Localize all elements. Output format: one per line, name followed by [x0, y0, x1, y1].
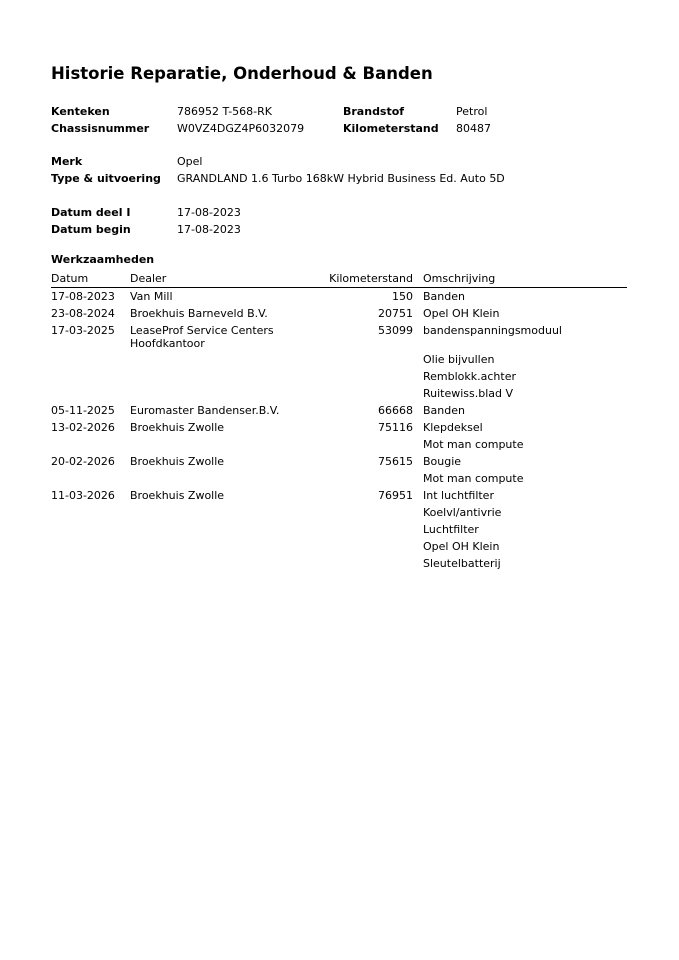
row-date: 11-03-2026 — [51, 489, 115, 502]
chassis-label: Chassisnummer — [51, 122, 150, 135]
table-header — [51, 270, 627, 288]
table-row — [51, 453, 627, 470]
table-row — [51, 419, 627, 436]
row-date: 20-02-2026 — [51, 455, 115, 468]
row-km: 53099 — [378, 324, 413, 337]
table-row — [51, 487, 627, 504]
row-desc: Koelvl/antivrie — [423, 506, 502, 519]
table-row — [51, 402, 627, 419]
table-row — [51, 351, 627, 368]
header-desc: Omschrijving — [423, 272, 496, 285]
row-dealer — [130, 351, 325, 353]
merk-label: Merk — [51, 155, 83, 168]
row-desc: Banden — [423, 404, 465, 417]
row-dealer — [130, 436, 325, 438]
table-body — [51, 288, 627, 572]
row-date: 17-03-2025 — [51, 324, 115, 337]
header-km: Kilometerstand — [329, 272, 413, 285]
datum-begin-label: Datum begin — [51, 223, 131, 236]
header-date: Datum — [51, 272, 89, 285]
row-desc: Int luchtfilter — [423, 489, 494, 502]
row-desc: Opel OH Klein — [423, 540, 500, 553]
type-label: Type & uitvoering — [51, 172, 161, 185]
row-desc: Mot man compute — [423, 438, 524, 451]
row-dealer: Broekhuis Zwolle — [130, 455, 225, 468]
row-dealer — [130, 504, 325, 506]
type-value: GRANDLAND 1.6 Turbo 168kW Hybrid Business Ed. Auto 5D — [177, 172, 505, 185]
chassis-value: W0VZ4DGZ4P6032079 — [177, 122, 305, 135]
table-row — [51, 368, 627, 385]
row-dealer: LeaseProf Service Centers Hoofdkantoor — [130, 324, 274, 350]
section-title-werkzaamheden: Werkzaamheden — [51, 253, 155, 266]
datum-deel-value: 17-08-2023 — [177, 206, 241, 219]
datum-begin-value: 17-08-2023 — [177, 223, 241, 236]
header-dealer: Dealer — [130, 272, 167, 285]
row-desc: Banden — [423, 290, 465, 303]
table-row — [51, 470, 627, 487]
row-desc: bandenspanningsmoduul — [423, 324, 562, 337]
row-km: 75116 — [378, 421, 413, 434]
work-table — [51, 270, 627, 572]
row-dealer — [130, 555, 325, 557]
table-row — [51, 385, 627, 402]
row-dealer: Broekhuis Barneveld B.V. — [130, 307, 268, 320]
table-row — [51, 521, 627, 538]
table-row — [51, 504, 627, 521]
row-date: 23-08-2024 — [51, 307, 115, 320]
merk-value: Opel — [177, 155, 203, 168]
row-desc: Olie bijvullen — [423, 353, 495, 366]
row-km: 75615 — [378, 455, 413, 468]
row-desc: Ruitewiss.blad V — [423, 387, 514, 400]
row-desc: Sleutelbatterij — [423, 557, 501, 570]
kilometerstand-label: Kilometerstand — [343, 122, 439, 135]
row-desc: Klepdeksel — [423, 421, 483, 434]
row-date: 17-08-2023 — [51, 290, 115, 303]
row-km: 76951 — [378, 489, 413, 502]
row-date: 05-11-2025 — [51, 404, 115, 417]
row-desc: Mot man compute — [423, 472, 524, 485]
row-dealer — [130, 470, 325, 472]
brandstof-label: Brandstof — [343, 105, 405, 118]
datum-deel-label: Datum deel I — [51, 206, 131, 219]
row-dealer — [130, 368, 325, 370]
page-title: Historie Reparatie, Onderhoud & Banden — [51, 64, 433, 83]
table-row — [51, 305, 627, 322]
kenteken-label: Kenteken — [51, 105, 110, 118]
row-desc: Luchtfilter — [423, 523, 479, 536]
table-row — [51, 538, 627, 555]
row-dealer: Van Mill — [130, 290, 173, 303]
row-dealer — [130, 521, 325, 523]
row-dealer: Broekhuis Zwolle — [130, 489, 225, 502]
row-dealer — [130, 385, 325, 387]
table-row — [51, 322, 627, 351]
table-row — [51, 436, 627, 453]
row-dealer — [130, 538, 325, 540]
table-row — [51, 555, 627, 572]
table-row — [51, 288, 627, 305]
row-desc: Opel OH Klein — [423, 307, 500, 320]
row-km: 150 — [392, 290, 413, 303]
kilometerstand-value: 80487 — [456, 122, 491, 135]
row-desc: Bougie — [423, 455, 462, 468]
row-desc: Remblokk.achter — [423, 370, 517, 383]
row-dealer: Broekhuis Zwolle — [130, 421, 225, 434]
row-km: 20751 — [378, 307, 413, 320]
row-km: 66668 — [378, 404, 413, 417]
kenteken-value: 786952 T-568-RK — [177, 105, 272, 118]
row-date: 13-02-2026 — [51, 421, 115, 434]
brandstof-value: Petrol — [456, 105, 488, 118]
row-dealer: Euromaster Bandenser.B.V. — [130, 404, 280, 417]
